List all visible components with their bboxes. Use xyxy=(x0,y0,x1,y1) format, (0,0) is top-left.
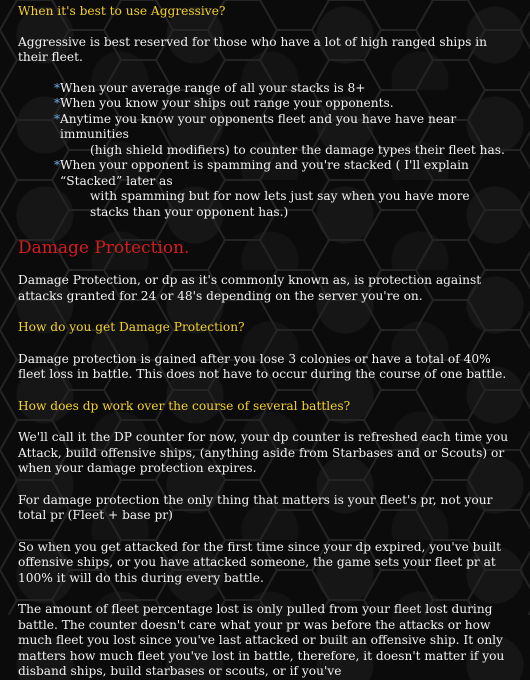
heading-get-dp: How do you get Damage Protection? xyxy=(18,320,245,334)
dp-work-paragraph-4: The amount of fleet percentage lost is only pulled from your fleet lost during battle. The counter doesn't care what your pr was before the attacks or how much fleet you lost since you've last attacked or built an offensive ship. It only matters how much fleet you've lost in battle, therefore, it doesn't matter if you disband ships, build starbases or scouts, or if you've xyxy=(18,602,505,678)
dp-work-paragraph-1: We'll call it the DP counter for now, your dp counter is refreshed each time you Attack, build offensive ships, (anything aside from Starbases and or Scouts) or when your damage protection expires. xyxy=(18,430,509,475)
intro-paragraph: Aggressive is best reserved for those who have a lot of high ranged ships in their fleet. xyxy=(18,34,487,64)
bullet-text: When your average range of all your stacks is 8+ xyxy=(60,80,366,95)
dp-work-paragraph-3: So when you get attacked for the first time since your dp expired, you've built offensive ships, or you have attacked someone, the game sets your fleet pr at 100% it will do this during every battle. xyxy=(18,539,502,585)
dp-definition: Damage Protection, or dp as it's commonly known as, is protection against attacks granted for 24 or 48's depending on the server you're on. xyxy=(18,273,482,303)
dp-work-paragraph-2: For damage protection the only thing that matters is your fleet's pr, not your total pr (Fleet + base pr) xyxy=(18,492,493,522)
bullet-item xyxy=(54,81,512,97)
asterisk-icon: * xyxy=(54,96,61,110)
get-dp-paragraph: Damage protection is gained after you lose 3 colonies or have a total of 40% fleet loss in battle. This does not have to occur during the course of one battle. xyxy=(18,351,507,381)
heading-aggressive: When it's best to use Aggressive? xyxy=(18,4,226,18)
section-title-damage-protection: Damage Protection. xyxy=(18,238,190,258)
asterisk-icon: * xyxy=(54,158,61,172)
heading-dp-work: How does dp work over the course of several battles? xyxy=(18,398,351,413)
bullet-item xyxy=(54,96,512,112)
bullet-continuation: (high shield modifiers) to counter the damage types their fleet has. xyxy=(90,142,505,157)
asterisk-icon: * xyxy=(54,111,61,126)
bullet-item xyxy=(54,158,512,220)
bullet-item xyxy=(54,112,512,159)
bullet-list xyxy=(18,81,512,221)
asterisk-icon: * xyxy=(54,80,61,95)
bullet-text: Anytime you know your opponents fleet and you have have near immunities xyxy=(60,111,457,141)
bullet-text: When you know your ships out range your opponents. xyxy=(60,96,394,110)
bullet-continuation: with spamming but for now lets just say when you have more stacks than your opponent has.) xyxy=(90,189,470,219)
bullet-text: When your opponent is spamming and you're stacked ( I'll explain “Stacked” later as xyxy=(60,158,469,188)
